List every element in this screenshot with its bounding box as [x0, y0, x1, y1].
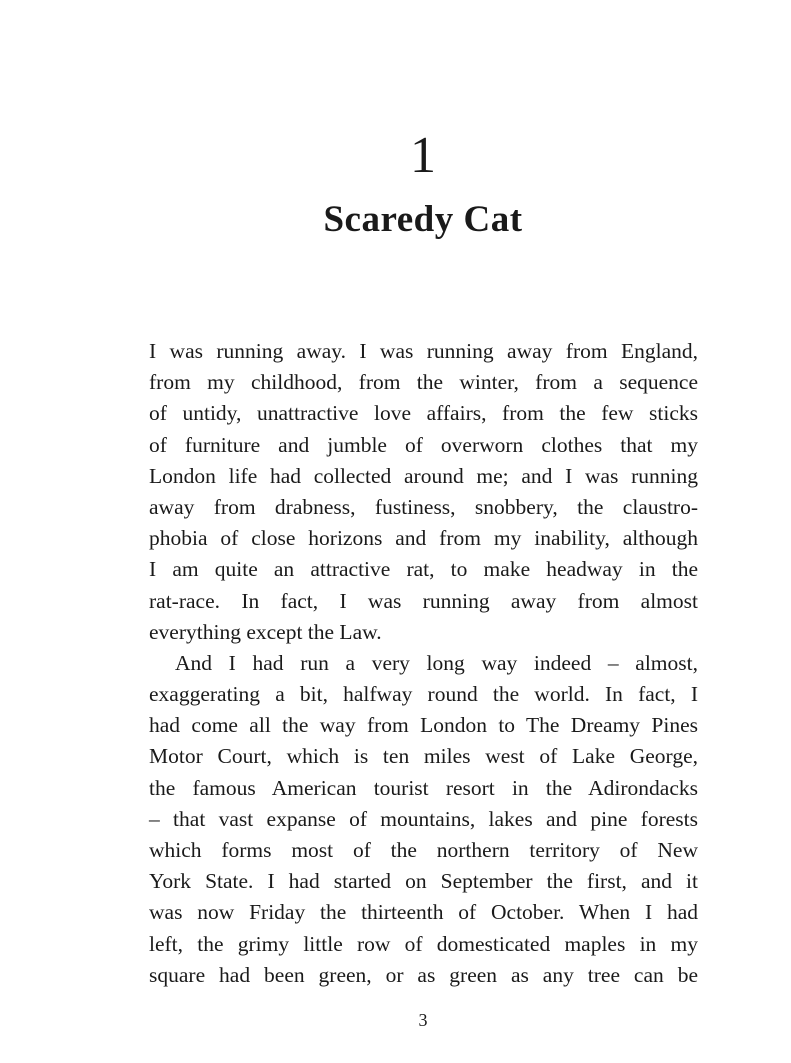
text-line: phobia of close horizons and from my inability, although: [149, 526, 698, 551]
text-line: exaggerating a bit, halfway round the world. In fact, I: [149, 682, 698, 707]
text-line: Motor Court, which is ten miles west of Lake George,: [149, 744, 698, 769]
text-line: of furniture and jumble of overworn clothes that my: [149, 432, 698, 457]
text-line: And I had run a very long way indeed – almost,: [175, 650, 698, 675]
text-line: London life had collected around me; and I was running: [149, 463, 698, 488]
page-number: 3: [418, 1010, 428, 1030]
text-line: I was running away. I was running away from England,: [149, 339, 698, 363]
text-line: everything except the Law.: [149, 619, 382, 644]
text-line: was now Friday the thirteenth of October. When I had: [149, 900, 698, 925]
text-line: – that vast expanse of mountains, lakes and pine forests: [149, 806, 698, 831]
text-line: left, the grimy little row of domesticated maples in my: [149, 931, 698, 956]
text-line: which forms most of the northern territory of New: [149, 838, 698, 862]
text-line: from my childhood, from the winter, from a sequence: [149, 370, 698, 395]
text-line: had come all the way from London to The Dreamy Pines: [149, 713, 698, 738]
text-line: I am quite an attractive rat, to make headway in the: [149, 557, 698, 582]
text-line: away from drabness, fustiness, snobbery, the claustro-: [149, 494, 698, 519]
text-line: of untidy, unattractive love affairs, from the few sticks: [149, 401, 698, 426]
text-line: the famous American tourist resort in the Adirondacks: [149, 775, 698, 800]
text-line: rat-race. In fact, I was running away from almost: [149, 588, 698, 613]
body-text: [149, 336, 698, 991]
text-line: York State. I had started on September the first, and it: [149, 869, 698, 894]
chapter-number: 1: [410, 127, 436, 184]
text-line: square had been green, or as green as any tree can be: [149, 962, 698, 987]
chapter-title: Scaredy Cat: [323, 199, 523, 240]
